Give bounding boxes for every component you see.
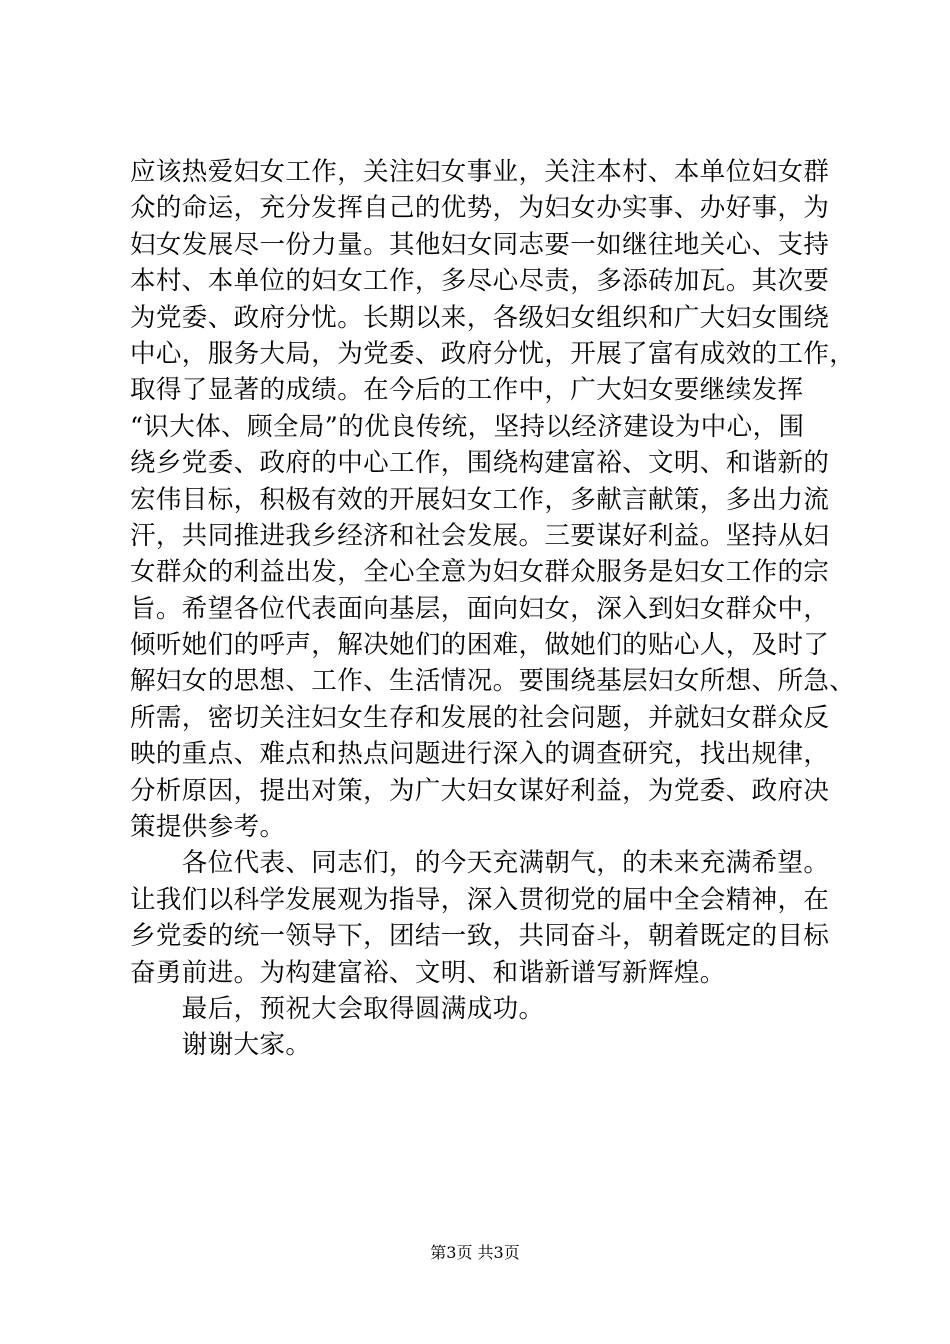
text-line: 映的重点、难点和热点问题进行深入的调查研究，找出规律， [130, 739, 830, 770]
text-line: 众的命运，充分发挥自己的优势，为妇女办实事、办好事，为 [130, 193, 830, 224]
text-line: 解妇女的思想、工作、生活情况。要围绕基层妇女所想、所急、 [130, 666, 856, 697]
text-line: 应该热爱妇女工作，关注妇女事业，关注本村、本单位妇女群 [130, 157, 830, 187]
document-body [130, 154, 856, 1064]
text-line: 绕乡党委、政府的中心工作，围绕构建富裕、文明、和谐新的 [130, 448, 830, 479]
text-line: 宏伟目标，积极有效的开展妇女工作，多献言献策，多出力流 [130, 484, 830, 515]
text-line: 所需，密切关注妇女生存和发展的社会问题，并就妇女群众反 [130, 702, 830, 733]
text-line: 本村、本单位的妇女工作，多尽心尽责，多添砖加瓦。其次要 [130, 266, 830, 297]
text-line: 汗，共同推进我乡经济和社会发展。三要谋好利益。坚持从妇 [130, 520, 830, 551]
text-line: 奋勇前进。为构建富裕、文明、和谐新谱写新辉煌。 [130, 957, 726, 988]
text-line: 乡党委的统一领导下，团结一致，共同奋斗，朝着既定的目标 [130, 921, 830, 952]
text-line: 中心，服务大局，为党委、政府分忧，开展了富有成效的工作， [130, 338, 856, 369]
paragraph-start-line: 各位代表、同志们，的今天充满朝气，的未来充满希望。 [130, 848, 830, 879]
page-number-footer: 第3页 共3页 [430, 1243, 520, 1262]
text-line: 倾听她们的呼声，解决她们的困难，做她们的贴心人，及时了 [130, 630, 830, 661]
text-line: 取得了显著的成绩。在今后的工作中，广大妇女要继续发挥 [130, 375, 804, 406]
text-line: 妇女发展尽一份力量。其他妇女同志要一如继往地关心、支持 [130, 229, 830, 260]
text-line: 让我们以科学发展观为指导，深入贯彻党的届中全会精神，在 [130, 884, 830, 915]
text-line: 为党委、政府分忧。长期以来，各级妇女组织和广大妇女围绕 [130, 302, 830, 333]
text-line: “识大体、顾全局”的优良传统，坚持以经济建设为中心，围 [130, 411, 805, 442]
text-line: 旨。希望各位代表面向基层，面向妇女，深入到妇女群众中， [130, 593, 830, 624]
text-line: 策提供参考。 [130, 812, 286, 843]
closing-wish-line: 最后，预祝大会取得圆满成功。 [130, 993, 545, 1024]
text-line: 女群众的利益出发，全心全意为妇女群众服务是妇女工作的宗 [130, 557, 830, 588]
text-line: 分析原因，提出对策，为广大妇女谋好利益，为党委、政府决 [130, 775, 830, 806]
thanks-line: 谢谢大家。 [130, 1030, 312, 1061]
